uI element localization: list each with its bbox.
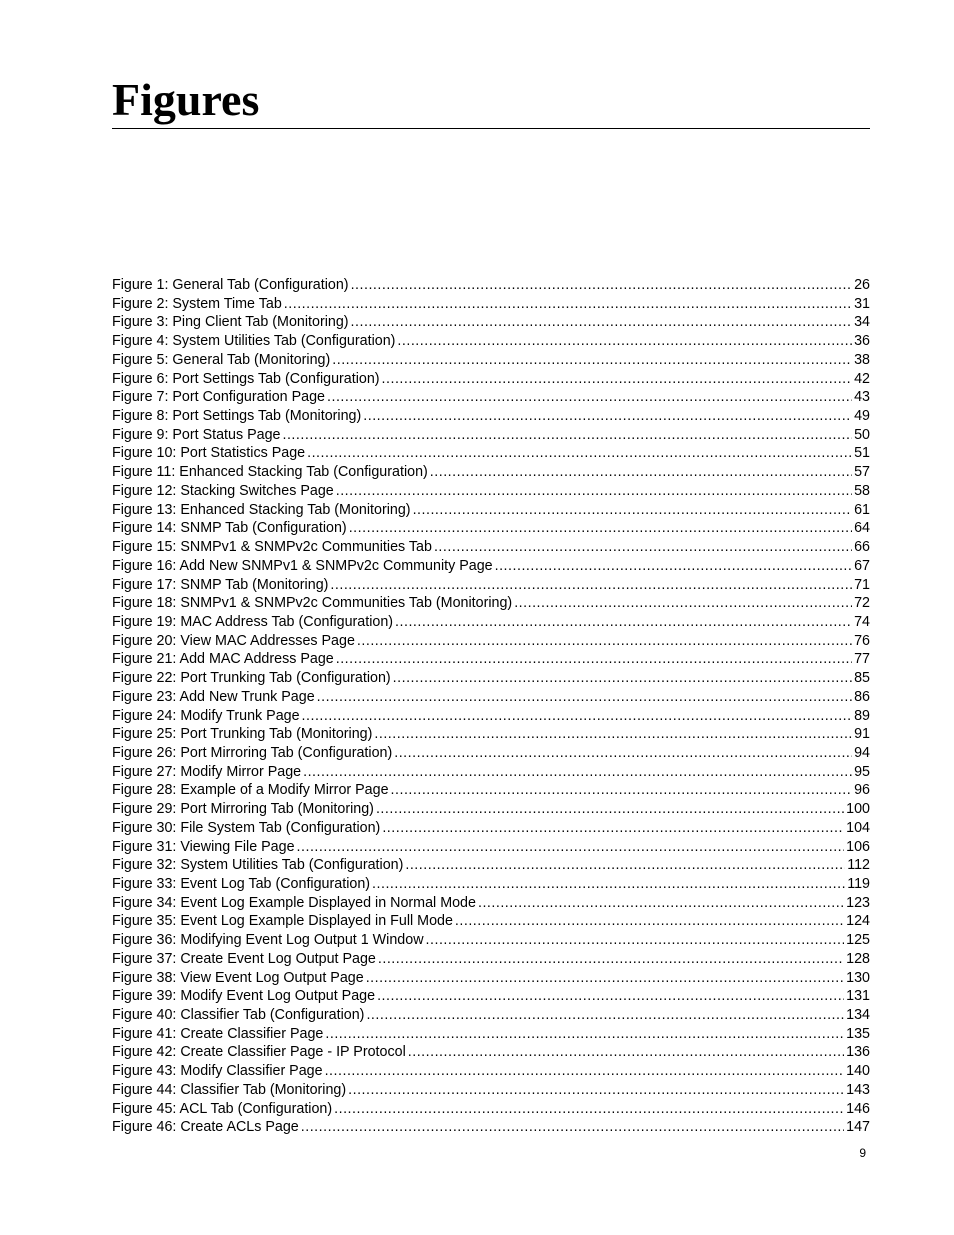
figure-entry-label: Figure 43: Modify Classifier Page xyxy=(112,1063,323,1080)
figure-entry-page: 72 xyxy=(854,595,870,612)
figure-entry-page: 36 xyxy=(854,333,870,350)
figure-entry-label: Figure 25: Port Trunking Tab (Monitoring) xyxy=(112,726,373,743)
dot-leader xyxy=(282,426,852,445)
figure-entry-label: Figure 16: Add New SNMPv1 & SNMPv2c Community Page xyxy=(112,557,493,574)
dot-leader xyxy=(382,819,844,838)
figure-entry-label: Figure 40: Classifier Tab (Configuration) xyxy=(112,1007,365,1024)
figure-entry[interactable] xyxy=(112,519,870,538)
figure-entry-label: Figure 38: View Event Log Output Page xyxy=(112,969,364,986)
figure-entry-page: 89 xyxy=(854,707,870,724)
dot-leader xyxy=(395,613,852,632)
figure-entry-label: Figure 41: Create Classifier Page xyxy=(112,1025,324,1042)
figure-entry-page: 51 xyxy=(854,445,870,462)
dot-leader xyxy=(334,1100,844,1119)
figure-entry-label: Figure 22: Port Trunking Tab (Configuration) xyxy=(112,670,391,687)
figure-entry[interactable] xyxy=(112,594,870,613)
figure-entry-label: Figure 30: File System Tab (Configuration) xyxy=(112,819,381,836)
figure-entry[interactable] xyxy=(112,800,870,819)
dot-leader xyxy=(336,482,852,501)
dot-leader xyxy=(434,538,852,557)
dot-leader xyxy=(394,744,852,763)
figure-entry[interactable] xyxy=(112,688,870,707)
figure-entry-label: Figure 34: Event Log Example Displayed in Normal Mode xyxy=(112,894,476,911)
page-number: 9 xyxy=(859,1146,866,1160)
figure-entry-label: Figure 33: Event Log Tab (Configuration) xyxy=(112,876,371,892)
figure-entry[interactable] xyxy=(112,295,870,314)
dot-leader xyxy=(303,763,852,782)
dot-leader xyxy=(514,594,852,613)
figure-entry-page: 76 xyxy=(854,632,870,649)
figure-entry-page: 106 xyxy=(846,838,870,855)
figure-entry-page: 94 xyxy=(854,744,870,761)
figure-entry[interactable] xyxy=(112,875,870,894)
figure-entry-label: Figure 19: MAC Address Tab (Configuration) xyxy=(112,613,394,630)
figure-entry-label: Figure 46: Create ACLs Page xyxy=(112,1119,299,1136)
figure-entry-page: 143 xyxy=(846,1081,870,1098)
figure-entry-label: Figure 15: SNMPv1 & SNMPv2c Communities Tab xyxy=(112,539,432,556)
dot-leader xyxy=(455,912,844,931)
figure-entry[interactable] xyxy=(112,1118,870,1137)
figure-entry-page: 104 xyxy=(846,819,870,836)
figure-entry-page: 124 xyxy=(846,913,870,930)
figure-entry-label: Figure 32: System Utilities Tab (Configuration) xyxy=(112,857,404,874)
figure-entry-page: 95 xyxy=(854,763,870,780)
figure-entry[interactable] xyxy=(112,538,870,557)
dot-leader xyxy=(332,351,852,370)
figure-entry-label: Figure 20: View MAC Addresses Page xyxy=(112,632,355,649)
figure-entry-label: Figure 36: Modifying Event Log Output 1 Window xyxy=(112,932,424,949)
figure-entry-page: 66 xyxy=(854,539,870,556)
page-title: Figures xyxy=(112,74,260,125)
dot-leader xyxy=(348,1081,844,1100)
figure-entry-label: Figure 12: Stacking Switches Page xyxy=(112,482,334,499)
figure-entry-page: 147 xyxy=(846,1119,870,1136)
figure-entry[interactable] xyxy=(112,707,870,726)
figure-entry[interactable] xyxy=(112,482,870,501)
figure-entry-page: 50 xyxy=(854,426,870,443)
figure-entry-label: Figure 3: Ping Client Tab (Monitoring) xyxy=(112,314,349,331)
dot-leader xyxy=(357,632,852,651)
figure-entry-label: Figure 27: Modify Mirror Page xyxy=(112,763,302,780)
figure-entry[interactable] xyxy=(112,388,870,407)
figure-entry[interactable] xyxy=(112,444,870,463)
dot-leader xyxy=(307,444,852,463)
figure-entry[interactable] xyxy=(112,894,870,913)
figure-entry-page: 49 xyxy=(854,408,870,425)
figure-entry[interactable] xyxy=(112,763,870,782)
dot-leader xyxy=(325,1062,845,1081)
figure-entry-page: 42 xyxy=(854,370,870,387)
figure-entry[interactable] xyxy=(112,725,870,744)
figure-entry-page: 125 xyxy=(846,932,870,949)
dot-leader xyxy=(408,1043,844,1062)
figure-entry[interactable] xyxy=(112,838,870,857)
figure-entry-label: Figure 6: Port Settings Tab (Configuration) xyxy=(112,370,380,387)
figure-entry[interactable] xyxy=(112,650,870,669)
figure-entry[interactable] xyxy=(112,632,870,651)
figure-entry-page: 71 xyxy=(854,576,870,593)
figure-entry-label: Figure 2: System Time Tab xyxy=(112,295,282,312)
figure-entry-page: 61 xyxy=(854,501,870,518)
figure-entry[interactable] xyxy=(112,781,870,800)
dot-leader xyxy=(336,650,852,669)
figure-entry[interactable] xyxy=(112,912,870,931)
figure-entry-page: 128 xyxy=(846,950,870,967)
figure-entry-page: 140 xyxy=(846,1063,870,1080)
dot-leader xyxy=(325,1025,844,1044)
figure-entry-label: Figure 5: General Tab (Monitoring) xyxy=(112,351,331,368)
figure-entry-page: 43 xyxy=(854,389,870,406)
figure-entry-page: 26 xyxy=(854,277,870,293)
figure-entry-label: Figure 14: SNMP Tab (Configuration) xyxy=(112,520,347,537)
figure-entry[interactable] xyxy=(112,613,870,632)
figure-entry[interactable] xyxy=(112,819,870,838)
figure-entry-page: 123 xyxy=(846,894,870,911)
figure-entry[interactable] xyxy=(112,1043,870,1062)
figure-entry-label: Figure 35: Event Log Example Displayed in Full Mode xyxy=(112,913,453,930)
dot-leader xyxy=(297,838,845,857)
dot-leader xyxy=(351,276,853,295)
dot-leader xyxy=(382,370,853,389)
figure-entry[interactable] xyxy=(112,313,870,332)
figure-entry[interactable] xyxy=(112,576,870,595)
figure-entry[interactable] xyxy=(112,987,870,1006)
figure-entry-page: 131 xyxy=(846,988,870,1005)
figure-entry[interactable] xyxy=(112,463,870,482)
figure-entry[interactable] xyxy=(112,1081,870,1100)
dot-leader xyxy=(413,501,853,520)
list-of-figures xyxy=(112,276,870,1137)
figure-entry-page: 38 xyxy=(854,351,870,368)
figure-entry[interactable] xyxy=(112,407,870,426)
figure-entry-page: 100 xyxy=(846,801,870,818)
figure-entry-label: Figure 10: Port Statistics Page xyxy=(112,445,306,462)
figure-entry-page: 57 xyxy=(854,464,870,481)
figure-entry-label: Figure 24: Modify Trunk Page xyxy=(112,707,300,724)
figure-entry-label: Figure 13: Enhanced Stacking Tab (Monitoring) xyxy=(112,501,411,518)
dot-leader xyxy=(430,463,852,482)
dot-leader xyxy=(393,669,852,688)
dot-leader xyxy=(366,969,844,988)
dot-leader xyxy=(378,950,844,969)
figure-entry[interactable] xyxy=(112,501,870,520)
dot-leader xyxy=(284,295,852,314)
figure-entry-page: 130 xyxy=(846,969,870,986)
figure-entry-label: Figure 26: Port Mirroring Tab (Configuration) xyxy=(112,744,393,761)
dot-leader xyxy=(405,856,845,875)
dot-leader xyxy=(374,725,852,744)
figure-entry[interactable] xyxy=(112,276,870,295)
figure-entry-label: Figure 18: SNMPv1 & SNMPv2c Communities Tab (Monitoring) xyxy=(112,595,513,612)
figure-entry-label: Figure 29: Port Mirroring Tab (Monitoring) xyxy=(112,801,374,818)
figure-entry-page: 134 xyxy=(846,1007,870,1024)
figure-entry[interactable] xyxy=(112,969,870,988)
figure-entry-label: Figure 39: Modify Event Log Output Page xyxy=(112,988,376,1005)
figure-entry-page: 77 xyxy=(854,651,870,668)
figure-entry-page: 34 xyxy=(854,314,870,331)
figure-entry-label: Figure 31: Viewing File Page xyxy=(112,838,295,855)
dot-leader xyxy=(478,894,844,913)
figure-entry[interactable] xyxy=(112,351,870,370)
figure-entry-label: Figure 17: SNMP Tab (Monitoring) xyxy=(112,576,329,593)
dot-leader xyxy=(330,576,852,595)
figure-entry-label: Figure 7: Port Configuration Page xyxy=(112,389,325,406)
figure-entry-label: Figure 44: Classifier Tab (Monitoring) xyxy=(112,1081,347,1098)
figure-entry-label: Figure 28: Example of a Modify Mirror Page xyxy=(112,782,389,799)
figure-entry-page: 85 xyxy=(854,670,870,687)
dot-leader xyxy=(397,332,852,351)
figure-entry-label: Figure 11: Enhanced Stacking Tab (Configuration) xyxy=(112,464,428,481)
figure-entry[interactable] xyxy=(112,1062,870,1081)
figure-entry-page: 74 xyxy=(854,613,870,630)
figure-entry-label: Figure 4: System Utilities Tab (Configuration) xyxy=(112,333,396,350)
figure-entry[interactable] xyxy=(112,1100,870,1119)
figure-entry-page: 119 xyxy=(847,876,870,892)
dot-leader xyxy=(376,800,844,819)
figure-entry-page: 146 xyxy=(846,1100,870,1117)
dot-leader xyxy=(391,781,853,800)
dot-leader xyxy=(349,519,852,538)
figure-entry-page: 58 xyxy=(854,482,870,499)
figure-entry-page: 67 xyxy=(854,557,870,574)
figure-entry-label: Figure 1: General Tab (Configuration) xyxy=(112,277,349,293)
dot-leader xyxy=(301,1118,844,1137)
figure-entry[interactable] xyxy=(112,950,870,969)
dot-leader xyxy=(351,313,853,332)
dot-leader xyxy=(327,388,852,407)
figure-entry-page: 64 xyxy=(854,520,870,537)
figure-entry-label: Figure 9: Port Status Page xyxy=(112,426,281,443)
dot-leader xyxy=(366,1006,844,1025)
figure-entry-page: 135 xyxy=(846,1025,870,1042)
figure-entry-label: Figure 23: Add New Trunk Page xyxy=(112,688,315,705)
figure-entry-label: Figure 21: Add MAC Address Page xyxy=(112,651,334,668)
dot-leader xyxy=(363,407,852,426)
figure-entry[interactable] xyxy=(112,332,870,351)
figure-entry[interactable] xyxy=(112,426,870,445)
dot-leader xyxy=(495,557,852,576)
figure-entry-page: 86 xyxy=(854,688,870,705)
figure-entry[interactable] xyxy=(112,1006,870,1025)
figure-entry[interactable] xyxy=(112,669,870,688)
figure-entry-label: Figure 42: Create Classifier Page - IP Protocol xyxy=(112,1044,406,1061)
figure-entry[interactable] xyxy=(112,856,870,875)
figure-entry-label: Figure 8: Port Settings Tab (Monitoring) xyxy=(112,408,362,425)
figure-entry[interactable] xyxy=(112,557,870,576)
dot-leader xyxy=(377,987,844,1006)
dot-leader xyxy=(426,931,845,950)
dot-leader xyxy=(372,875,845,894)
figure-entry[interactable] xyxy=(112,744,870,763)
figure-entry-label: Figure 45: ACL Tab (Configuration) xyxy=(112,1100,333,1117)
figure-entry[interactable] xyxy=(112,931,870,950)
figure-entry[interactable] xyxy=(112,370,870,389)
dot-leader xyxy=(317,688,852,707)
figure-entry[interactable] xyxy=(112,1025,870,1044)
figure-entry-page: 96 xyxy=(854,782,870,799)
figure-entry-page: 31 xyxy=(854,295,870,312)
dot-leader xyxy=(302,707,853,726)
figure-entry-page: 136 xyxy=(846,1044,870,1061)
title-divider xyxy=(112,128,870,129)
figure-entry-page: 112 xyxy=(847,857,870,874)
figure-entry-page: 91 xyxy=(854,726,870,743)
figure-entry-label: Figure 37: Create Event Log Output Page xyxy=(112,950,376,967)
